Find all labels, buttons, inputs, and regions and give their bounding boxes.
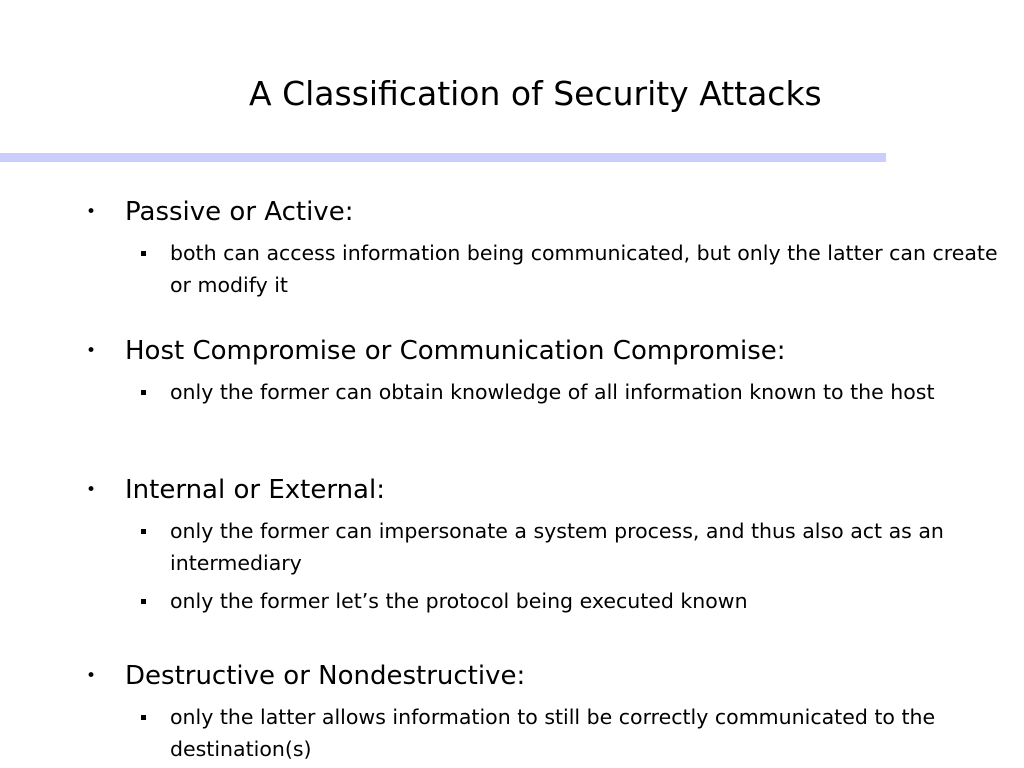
- sub-bullet-text: only the former can obtain knowledge of all information known to the host: [170, 380, 935, 404]
- square-bullet-icon: [141, 715, 146, 720]
- bullet-heading: Host Compromise or Communication Compromise:: [125, 336, 786, 366]
- sub-bullet-text: only the former let’s the protocol being executed known: [170, 589, 748, 613]
- sub-bullet-text: only the latter allows information to still be correctly communicated to the destination(s): [170, 705, 936, 761]
- bullet-dot-icon: •: [86, 666, 97, 686]
- bullet-heading: Passive or Active:: [125, 197, 354, 227]
- square-bullet-icon: [141, 390, 146, 395]
- slide-title: A Classification of Security Attacks: [249, 74, 822, 113]
- bullet-heading: Destructive or Nondestructive:: [125, 661, 526, 691]
- sub-bullet-text: only the former can impersonate a system process, and thus also act as an intermediary: [170, 519, 944, 575]
- sub-bullet-text: both can access information being communicated, but only the latter can create or modify it: [170, 241, 998, 297]
- bullet-dot-icon: •: [86, 480, 97, 500]
- square-bullet-icon: [141, 251, 146, 256]
- bullet-heading: Internal or External:: [125, 475, 385, 505]
- bullet-dot-icon: •: [86, 341, 97, 361]
- square-bullet-icon: [141, 529, 146, 534]
- bullet-dot-icon: •: [86, 202, 97, 222]
- square-bullet-icon: [141, 599, 146, 604]
